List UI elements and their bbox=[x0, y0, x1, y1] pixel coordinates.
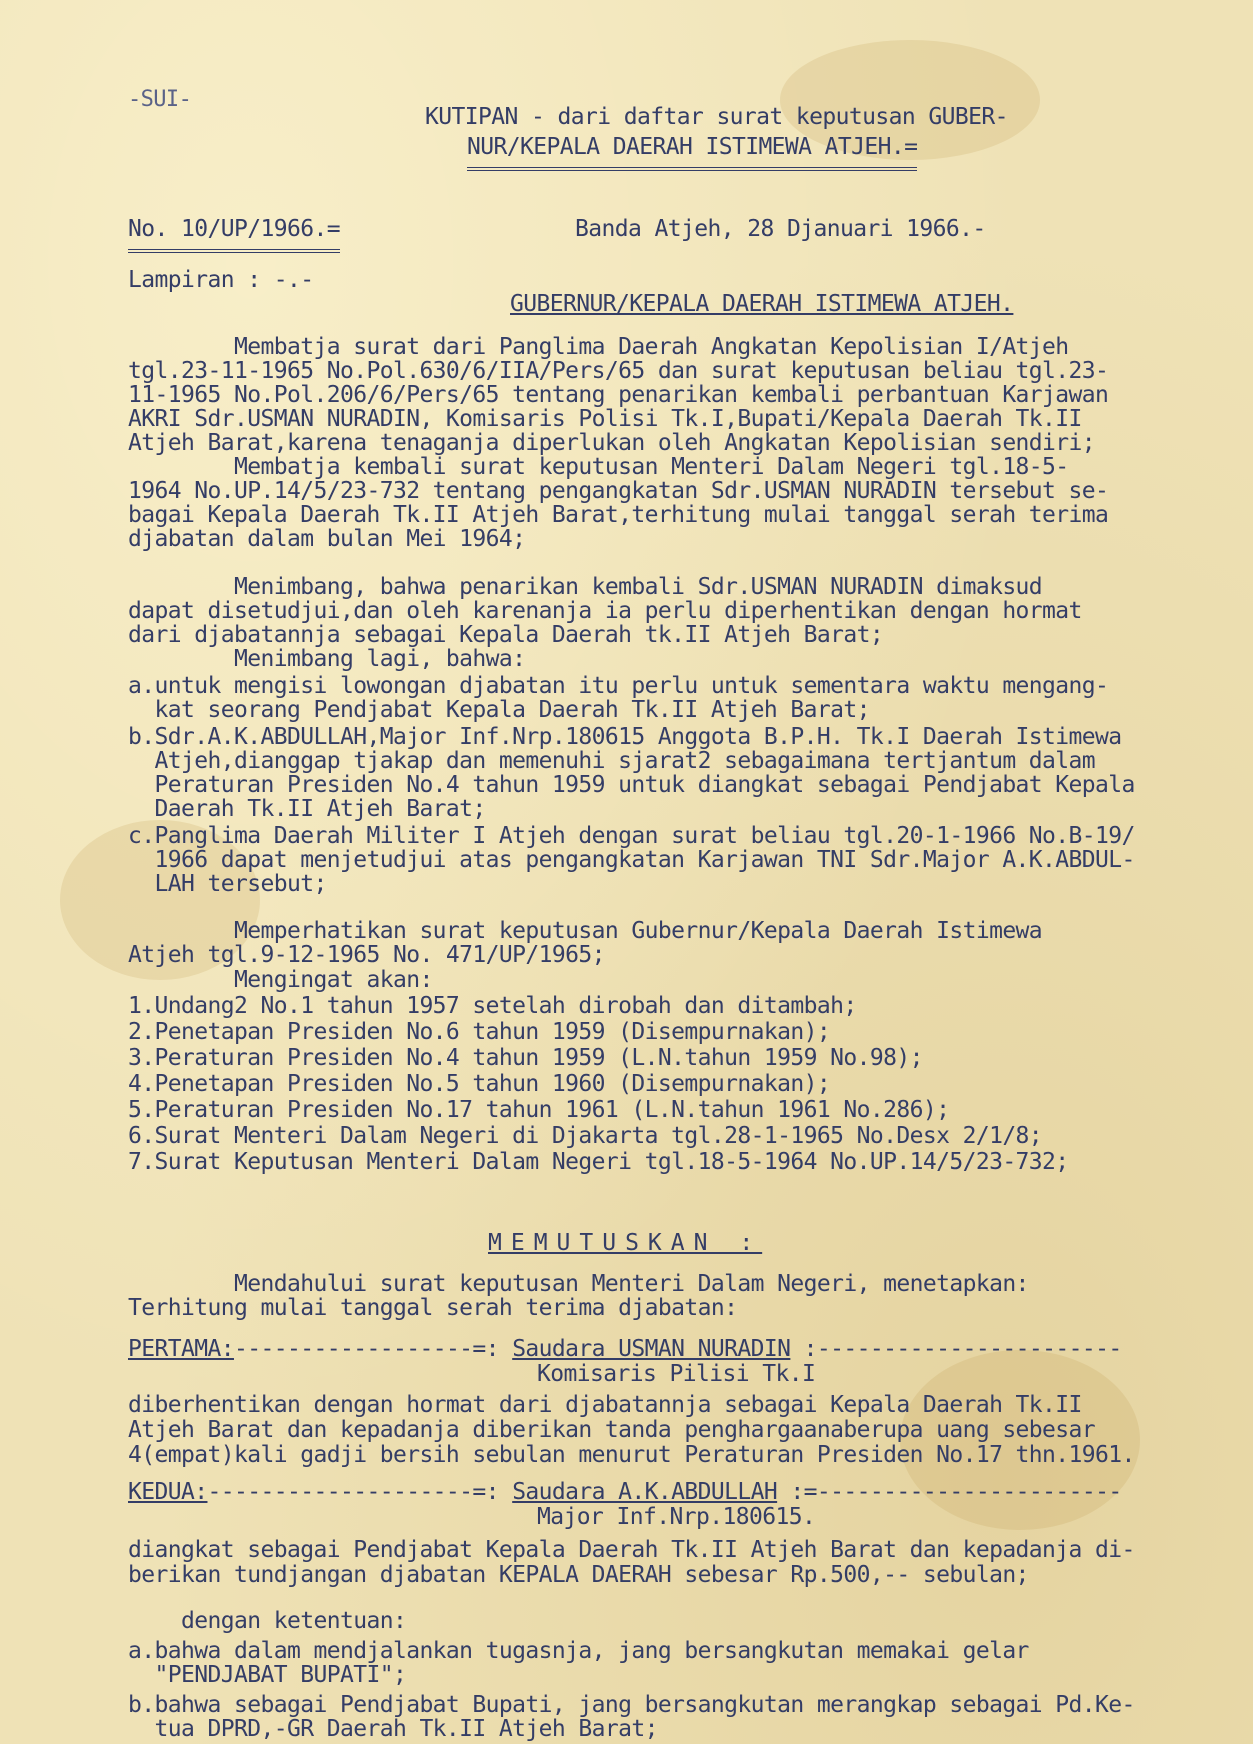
decision-heading: MEMUTUSKAN : bbox=[488, 1230, 763, 1256]
conditions-intro: dengan ketentuan: bbox=[128, 1608, 407, 1634]
legal-basis-item: 2.Penetapan Presiden No.6 tahun 1959 (Disempurnakan); bbox=[128, 1019, 831, 1045]
body-line: Membatja surat dari Panglima Daerah Angkatan Kepolisian I/Atjeh bbox=[128, 334, 1069, 360]
body-line: Atjeh Barat dan kepadanja diberikan tanda penghargaanaberupa uang sebesar bbox=[128, 1417, 1096, 1443]
condition-line: b.bahwa sebagai Pendjabat Bupati, jang bersangkutan merangkap sebagai Pd.Ke- bbox=[128, 1692, 1135, 1718]
body-line: dapat disetudjui,dan oleh karenanja ia perlu diperhentikan dengan hormat bbox=[128, 598, 1082, 624]
body-line: a.untuk mengisi lowongan djabatan itu perlu untuk sementara waktu mengang- bbox=[128, 673, 1109, 699]
attachment-line: Lampiran : -.- bbox=[128, 267, 314, 293]
issuer-heading: GUBERNUR/KEPALA DAERAH ISTIMEWA ATJEH. bbox=[510, 291, 1014, 317]
legal-basis-item: 7.Surat Keputusan Menteri Dalam Negeri tgl.18-5-1964 No.UP.14/5/23-732; bbox=[128, 1149, 1069, 1175]
legal-basis-item: 6.Surat Menteri Dalam Negeri di Djakarta tgl.28-1-1965 No.Desx 2/1/8; bbox=[128, 1123, 1043, 1149]
condition-line: "PENDJABAT BUPATI"; bbox=[128, 1662, 407, 1688]
body-line: tgl.23-11-1965 No.Pol.630/6/IIA/Pers/65 dan surat keputusan beliau tgl.23- bbox=[128, 358, 1109, 384]
body-line: diberhentikan dengan hormat dari djabatannja sebagai Kepala Daerah Tk.II bbox=[128, 1392, 1082, 1418]
condition-line: a.bahwa dalam mendjalankan tugasnja, jang bersangkutan memakai gelar bbox=[128, 1638, 1029, 1664]
second-name: Saudara A.K.ABDULLAH bbox=[512, 1479, 778, 1505]
body-line: 1964 No.UP.14/5/23-732 tentang pengangkatan Sdr.USMAN NURADIN tersebut se- bbox=[128, 478, 1109, 504]
body-line: LAH tersebut; bbox=[128, 871, 327, 897]
body-line: Terhitung mulai tanggal serah terima djabatan: bbox=[128, 1295, 738, 1321]
second-dash: --------------------=: bbox=[207, 1479, 499, 1505]
body-line: AKRI Sdr.USMAN NURADIN, Komisaris Polisi Tk.I,Bupati/Kepala Daerah Tk.II bbox=[128, 406, 1082, 432]
body-line: Atjeh Barat,karena tenaganja diperlukan oleh Angkatan Kepolisian sendiri; bbox=[128, 430, 1096, 456]
legal-basis-item: 5.Peraturan Presiden No.17 tahun 1961 (L.N.tahun 1961 No.286); bbox=[128, 1097, 950, 1123]
body-line: c.Panglima Daerah Militer I Atjeh dengan surat beliau tgl.20-1-1966 No.B-19/ bbox=[128, 823, 1135, 849]
second-label: KEDUA: bbox=[128, 1479, 208, 1505]
first-label: PERTAMA: bbox=[128, 1336, 234, 1362]
decree-number: No. 10/UP/1966.= bbox=[128, 215, 340, 253]
decision-second-row bbox=[128, 1478, 1122, 1506]
body-line: 11-1965 No.Pol.206/6/Pers/65 tentang penarikan kembali perbantuan Karjawan bbox=[128, 382, 1109, 408]
first-tail: :----------------------- bbox=[803, 1336, 1122, 1362]
body-line: Memperhatikan surat keputusan Gubernur/Kepala Daerah Istimewa bbox=[128, 918, 1043, 944]
body-line: Mengingat akan: bbox=[128, 967, 433, 993]
body-line: diangkat sebagai Pendjabat Kepala Daerah Tk.II Atjeh Barat dan kepadanja di- bbox=[128, 1537, 1135, 1563]
body-line: Atjeh tgl.9-12-1965 No. 471/UP/1965; bbox=[128, 942, 605, 968]
body-line: djabatan dalam bulan Mei 1964; bbox=[128, 526, 526, 552]
body-line: kat seorang Pendjabat Kepala Daerah Tk.II Atjeh Barat; bbox=[128, 697, 870, 723]
first-rank: Komisaris Pilisi Tk.I bbox=[537, 1361, 816, 1387]
legal-basis-item: 1.Undang2 No.1 tahun 1957 setelah dirobah dan ditambah; bbox=[128, 993, 857, 1019]
body-line: Menimbang lagi, bahwa: bbox=[128, 646, 526, 672]
legal-basis-item: 3.Peraturan Presiden No.4 tahun 1959 (L.N.tahun 1959 No.98); bbox=[128, 1045, 923, 1071]
body-line: berikan tundjangan djabatan KEPALA DAERAH sebesar Rp.500,-- sebulan; bbox=[128, 1562, 1029, 1588]
body-line: b.Sdr.A.K.ABDULLAH,Major Inf.Nrp.180615 Anggota B.P.H. Tk.I Daerah Istimewa bbox=[128, 724, 1122, 750]
body-line: 1966 dapat menjetudjui atas pengangkatan Karjawan TNI Sdr.Major A.K.ABDUL- bbox=[128, 847, 1135, 873]
body-line: Daerah Tk.II Atjeh Barat; bbox=[128, 796, 486, 822]
legal-basis-item: 4.Penetapan Presiden No.5 tahun 1960 (Disempurnakan); bbox=[128, 1071, 831, 1097]
first-name: Saudara USMAN NURADIN bbox=[512, 1336, 791, 1362]
title-line-1: KUTIPAN - dari daftar surat keputusan GUBER- bbox=[425, 104, 1008, 130]
body-line: Mendahului surat keputusan Menteri Dalam Negeri, menetapkan: bbox=[128, 1271, 1029, 1297]
second-tail: :=----------------------- bbox=[790, 1479, 1122, 1505]
corner-mark: -SUI- bbox=[128, 87, 192, 112]
title-line-2: NUR/KEPALA DAERAH ISTIMEWA ATJEH.= bbox=[467, 133, 917, 171]
body-line: Peraturan Presiden No.4 tahun 1959 untuk diangkat sebagai Pendjabat Kepala bbox=[128, 772, 1135, 798]
body-line: Atjeh,dianggap tjakap dan memenuhi sjarat2 sebagaimana tertjantum dalam bbox=[128, 748, 1096, 774]
second-rank: Major Inf.Nrp.180615. bbox=[537, 1504, 816, 1530]
body-line: Membatja kembali surat keputusan Menteri Dalam Negeri tgl.18-5- bbox=[128, 454, 1069, 480]
place-date: Banda Atjeh, 28 Djanuari 1966.- bbox=[575, 216, 986, 242]
body-line: bagai Kepala Daerah Tk.II Atjeh Barat,terhitung mulai tanggal serah terima bbox=[128, 502, 1109, 528]
first-dash: ------------------=: bbox=[233, 1336, 499, 1362]
body-line: Menimbang, bahwa penarikan kembali Sdr.USMAN NURADIN dimaksud bbox=[128, 574, 1043, 600]
body-line: 4(empat)kali gadji bersih sebulan menurut Peraturan Presiden No.17 thn.1961. bbox=[128, 1442, 1135, 1468]
decision-first-row bbox=[128, 1335, 1122, 1363]
condition-line: tua DPRD,-GR Daerah Tk.II Atjeh Barat; bbox=[128, 1716, 658, 1742]
body-line: dari djabatannja sebagai Kepala Daerah tk.II Atjeh Barat; bbox=[128, 622, 884, 648]
